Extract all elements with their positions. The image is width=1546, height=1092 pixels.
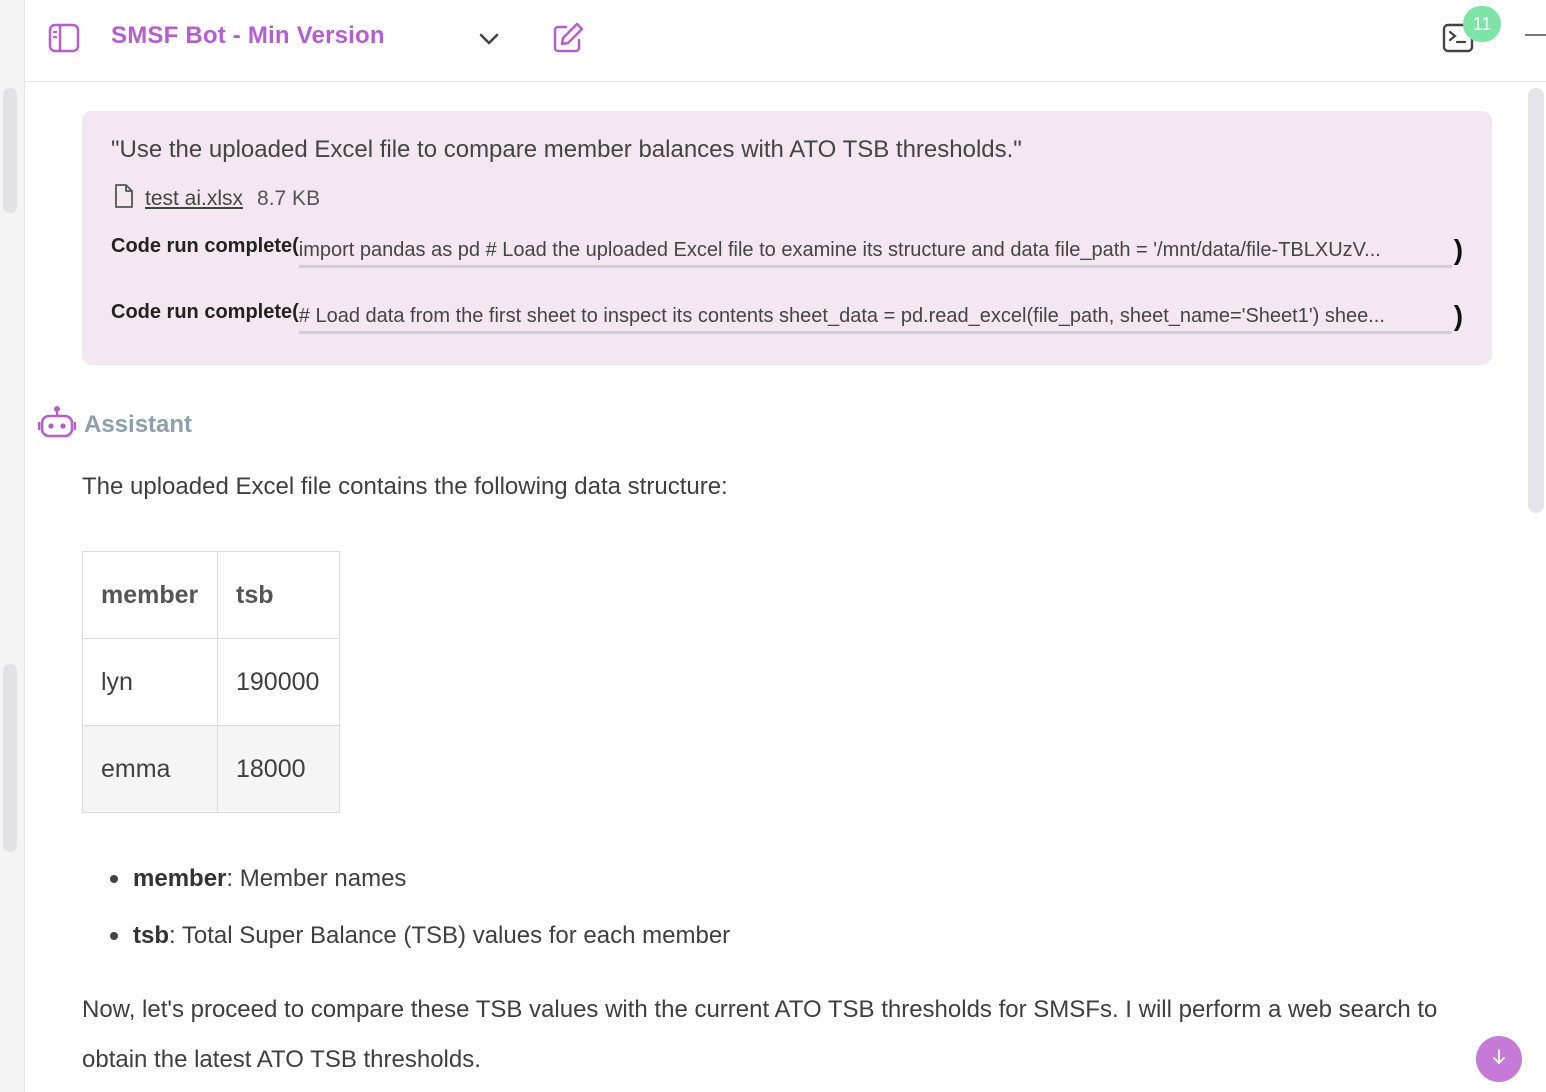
minimize-icon[interactable] [1525,34,1546,36]
sidebar-toggle-icon[interactable] [47,22,81,54]
edit-icon[interactable] [549,20,587,56]
attachment-size: 8.7 KB [257,187,321,210]
attachment [113,183,320,215]
table-cell: 190000 [218,639,340,726]
assistant-name: Assistant [84,410,193,438]
table-row [83,639,340,726]
bullet-dot [110,875,118,883]
bullet-term: tsb [133,921,169,949]
left-scrollbar-top[interactable] [3,88,17,213]
arrow-down-icon [1491,1048,1507,1071]
code-run-snippet[interactable]: import pandas as pd # Load the uploaded Excel file to examine its structure and data file_path = '/mnt/data/file-TBLXUzV... [299,239,1452,268]
code-run-1[interactable] [111,235,1471,268]
bullet-desc: : Member names [226,864,407,892]
assistant-intro: The uploaded Excel file contains the following data structure: [82,473,728,500]
right-scrollbar[interactable] [1528,88,1544,513]
table-row [83,726,340,813]
code-run-2[interactable] [111,301,1471,334]
list-item [110,907,730,964]
header-bar [25,0,1546,82]
left-scrollbar-bottom[interactable] [3,664,17,852]
attachment-link[interactable]: test ai.xlsx [145,187,244,210]
scroll-to-bottom-button[interactable] [1476,1036,1522,1082]
chevron-down-icon[interactable] [475,26,503,52]
table-cell: 18000 [218,726,340,813]
code-run-label: Code run complete( [111,301,299,323]
bullet-list [110,850,730,964]
code-run-snippet[interactable]: # Load data from the first sheet to inspect its contents sheet_data = pd.read_excel(file_path, sheet_name='Sheet1') shee... [299,305,1452,334]
file-icon [113,183,135,215]
robot-icon [38,405,76,444]
bullet-term: member [133,864,227,892]
table-header-cell: tsb [218,552,340,639]
data-table [82,551,340,813]
table-cell: emma [83,726,218,813]
notification-badge[interactable]: 11 [1463,6,1501,42]
bullet-desc: : Total Super Balance (TSB) values for each member [169,921,731,949]
table-cell: lyn [83,639,218,726]
code-run-close: ) [1453,234,1464,265]
assistant-header [38,405,192,444]
left-gutter [0,0,25,1092]
user-message-card [82,111,1492,365]
code-run-close: ) [1453,300,1464,331]
app-title[interactable]: SMSF Bot - Min Version [111,22,385,49]
list-item [110,850,730,907]
table-header-row [83,552,340,639]
table-header-cell: member [83,552,218,639]
bullet-dot [110,932,118,940]
assistant-followup: Now, let's proceed to compare these TSB values with the current ATO TSB thresholds for SMSFs. I will perform a web search to obtain the latest ATO TSB thresholds. [82,996,1438,1073]
user-message-text: "Use the uploaded Excel file to compare member balances with ATO TSB thresholds." [111,136,1022,163]
code-run-label: Code run complete( [111,235,299,257]
